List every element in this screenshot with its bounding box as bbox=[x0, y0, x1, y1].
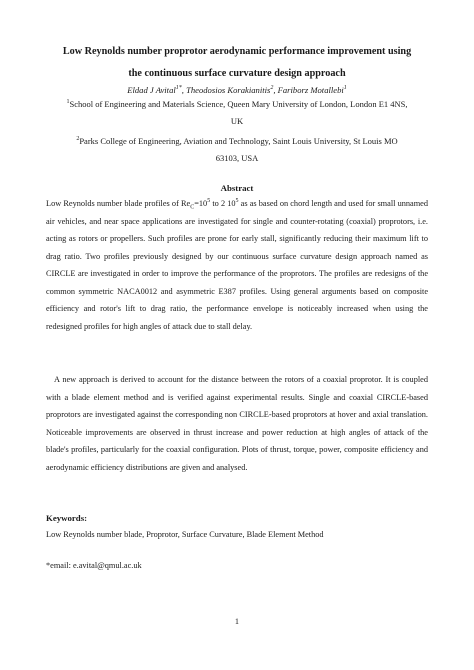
author-name: Theodosios Korakianitis bbox=[186, 85, 271, 95]
author-separator: , bbox=[181, 85, 187, 95]
page-number: 1 bbox=[234, 617, 240, 626]
affiliation-1 bbox=[40, 96, 434, 130]
affiliation-1-line-1: $^1$School of Engineering and Materials Science, Queen Mary University of London, London E1 4NS, bbox=[66, 99, 408, 109]
affiliation-2-line-1: $^2$Parks College of Engineering, Aviation and Technology, Saint Louis University, St Louis MO bbox=[76, 136, 398, 146]
title-line-2: the continuous surface curvature design approach bbox=[128, 68, 346, 79]
affiliation-1-line-2: UK bbox=[230, 116, 244, 126]
author-affiliation-mark: 1* bbox=[175, 85, 182, 92]
author-affiliation-mark: 1 bbox=[343, 85, 347, 92]
paper-title bbox=[36, 41, 438, 85]
title-line-1: Low Reynolds number proprotor aerodynamic performance improvement using bbox=[62, 46, 412, 57]
corresponding-email: *email: e.avital@qmul.ac.uk bbox=[46, 561, 142, 570]
affiliation-2 bbox=[40, 133, 434, 167]
affiliation-mark: 2 bbox=[76, 136, 80, 143]
author-affiliation-mark: 2 bbox=[270, 85, 274, 92]
abstract-heading: Abstract bbox=[220, 183, 254, 193]
affiliation-mark: 1 bbox=[66, 99, 70, 106]
author-separator: , bbox=[273, 85, 278, 95]
author-name: Eldad J Avital bbox=[127, 85, 176, 95]
author-list bbox=[36, 84, 438, 96]
abstract-paragraph-1: Low Reynolds number blade profiles of $Re_C=10^5$ to 2 $10^5$ as as based on chord length and used for small unnamed air vehicles, and near space applications are investigated for single and counter-rotating (coaxial) proprotors, i.e. acting as rotors or propellers. Such profiles are prone for early stall, significantly reducing their maximum lift to drag ratio. Two profiles previously designed by our continuous surface curvature design approach named as CIRCLE are investigated in order to improve the performance of the proprotors. The profiles are redesigns of the common symmetric NACA0012 and asymmetric E387 profiles. Using general arguments based on composite efficiency and rotor's lift to drag ratio, the performance envelope is noticeably increased when using the redesigned profiles for high angles of attack due to stall delay. bbox=[46, 198, 428, 331]
abstract-paragraph-2: A new approach is derived to account for the distance between the rotors of a coaxial proprotor. It is coupled with a blade element method and is verified against experimental results. Single and coaxial CIRCLE-based proprotors are investigated against the corresponding non CIRCLE-based proprotors at hover and axial translation. Noticeable improvements are observed in thrust increase and power reduction at high angles of attack of the blade's profiles, particularly for the coaxial configuration. Plots of thrust, torque, power, composite efficiency and aerodynamic efficiency distributions are given and analysed. bbox=[46, 375, 428, 472]
keywords-text: Low Reynolds number blade, Proprotor, Surface Curvature, Blade Element Method bbox=[46, 530, 324, 539]
author-name: Fariborz Motallebi bbox=[277, 85, 344, 95]
keywords-heading: Keywords: bbox=[46, 513, 88, 523]
affiliation-2-line-2: 63103, USA bbox=[215, 153, 259, 163]
